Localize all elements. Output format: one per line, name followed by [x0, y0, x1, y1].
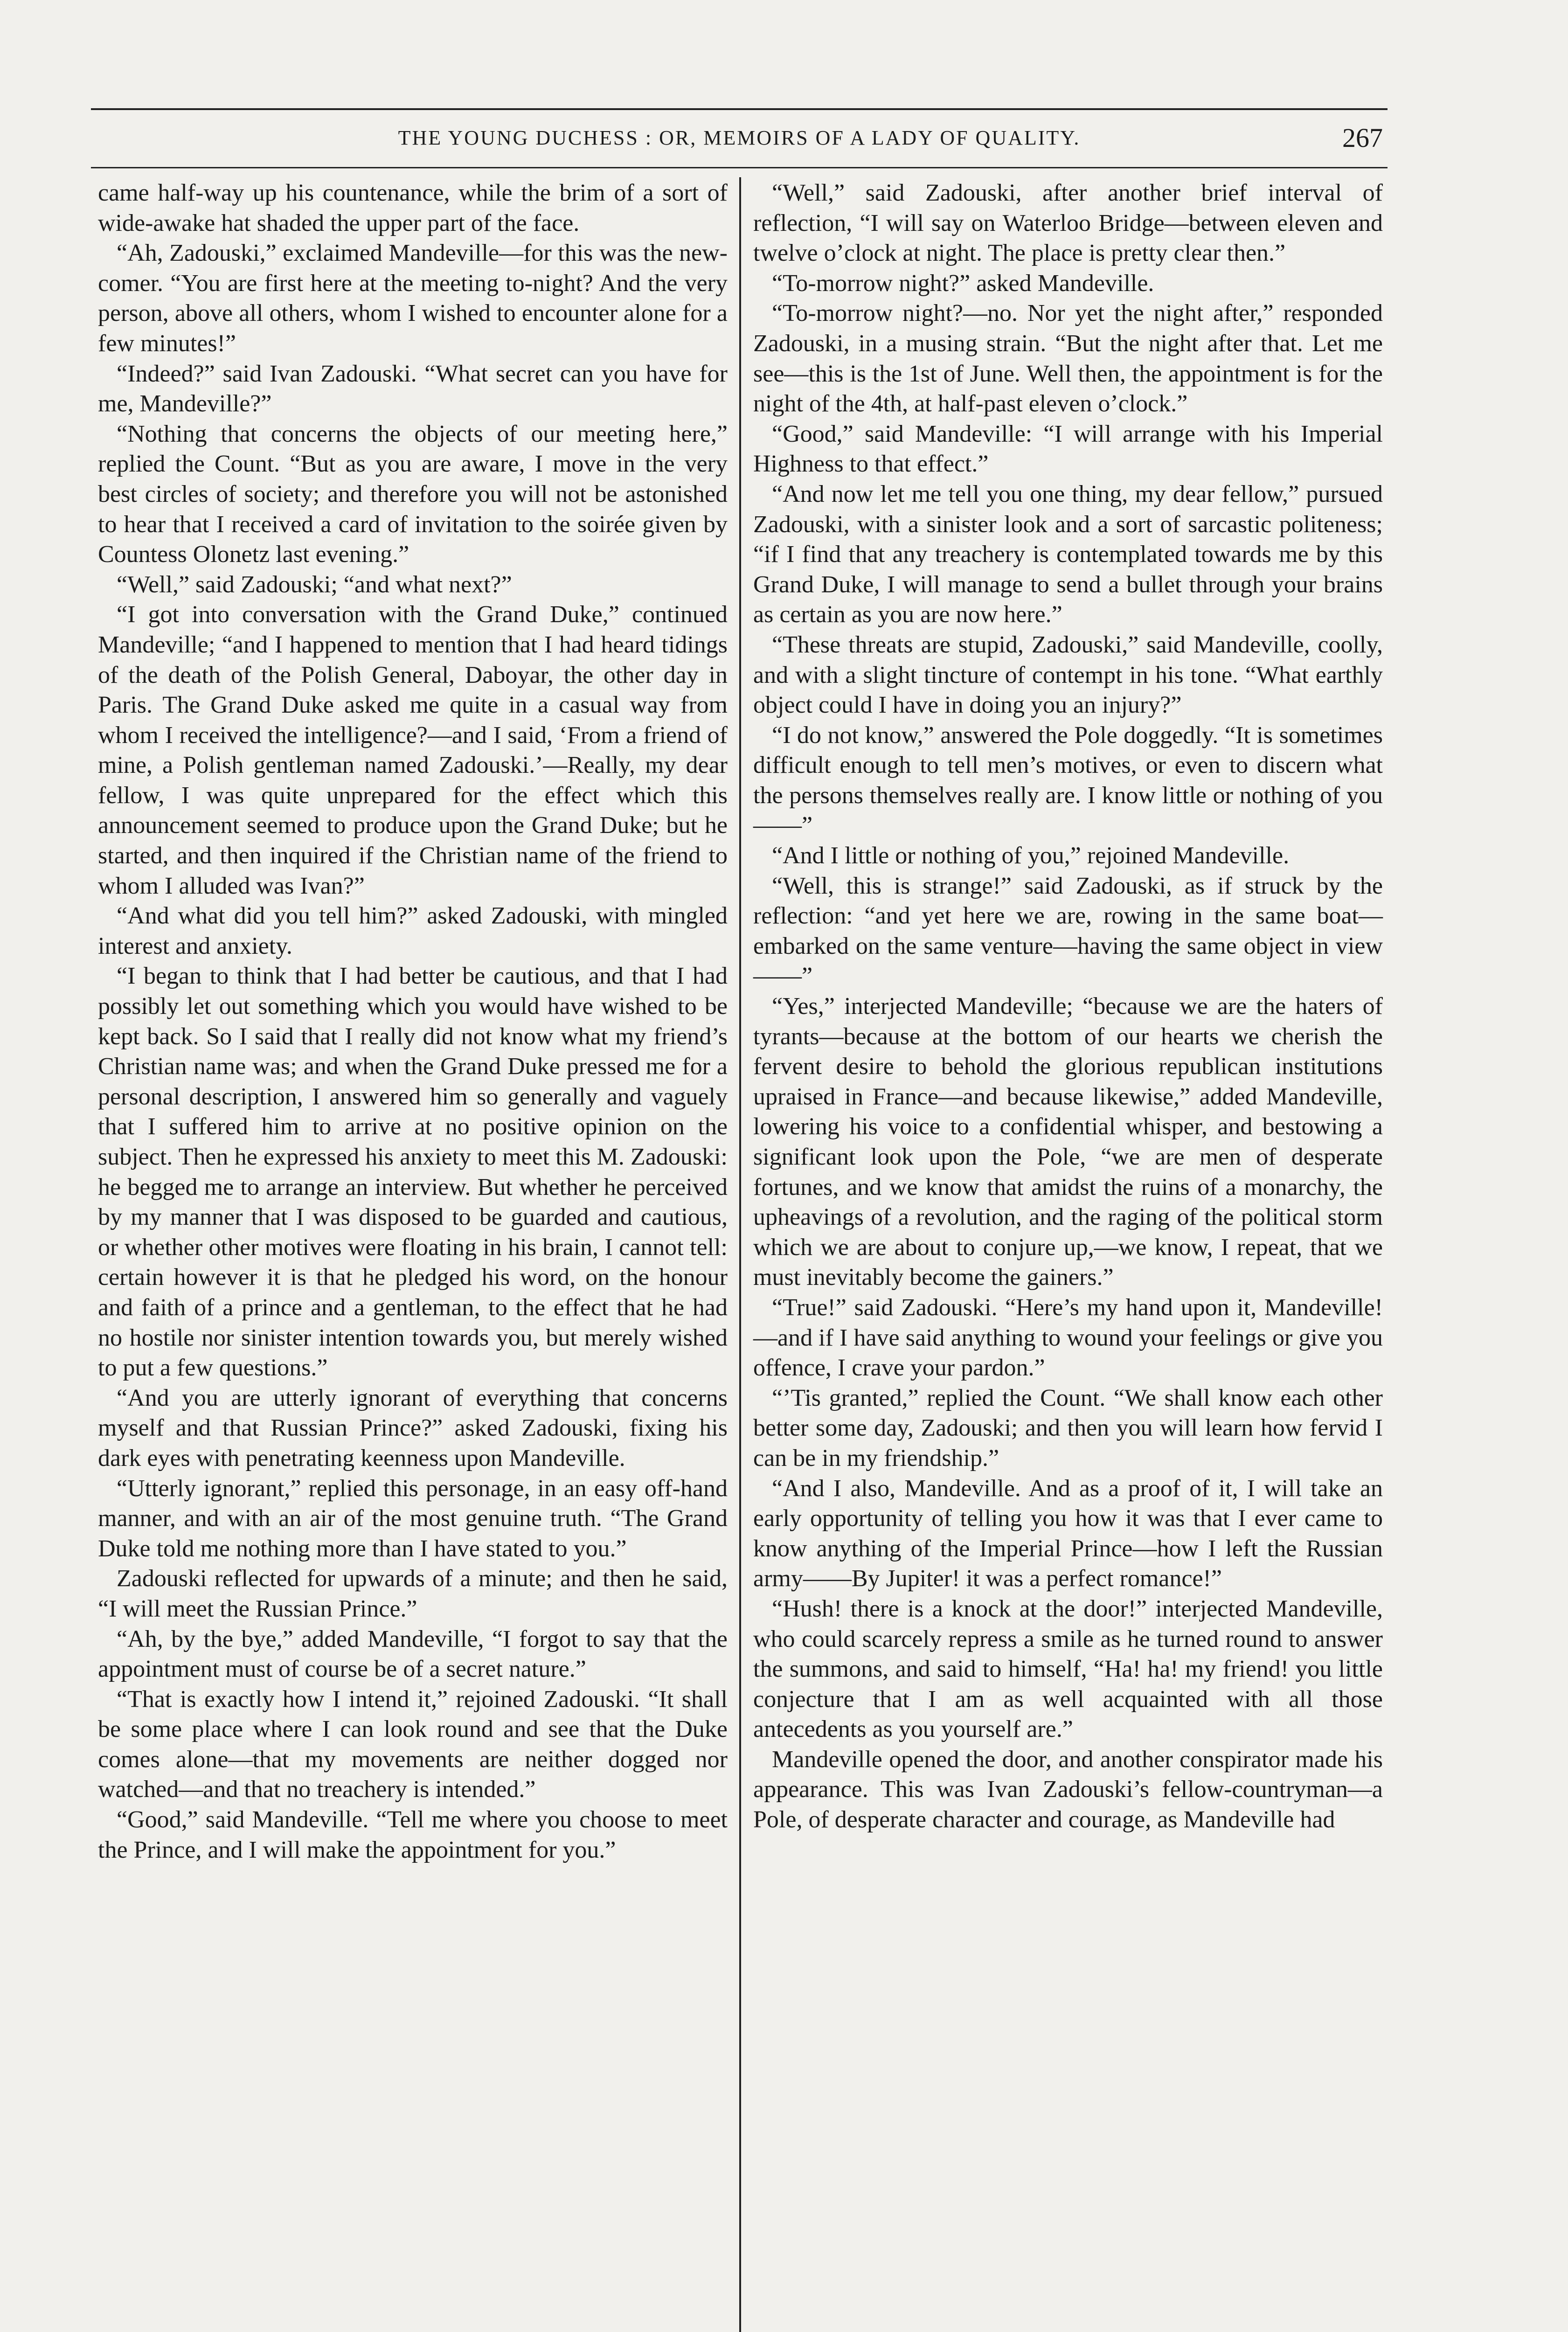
paragraph: “Ah, by the bye,” added Mandeville, “I forgot to say that the appointment must of course be of a secret nature.”: [98, 1625, 728, 1683]
page-number: 267: [1342, 123, 1383, 153]
paragraph: “That is exactly how I intend it,” rejoined Zadouski. “It shall be some place where I can look round and see that the Duke comes alone—that my movements are neither dogged nor watched—and that no treachery is intended.”: [98, 1686, 728, 1803]
paragraph: “I do not know,” answered the Pole doggedly. “It is sometimes difficult enough to tell men’s motives, or even to discern what the persons themselves really are. I know little or nothing of you——”: [753, 722, 1383, 839]
paragraph: “And I little or nothing of you,” rejoined Mandeville.: [772, 842, 1290, 869]
paragraph: “Well,” said Zadouski; “and what next?”: [117, 571, 512, 598]
header-rule: [91, 167, 1388, 168]
paragraph: “Hush! there is a knock at the door!” interjected Mandeville, who could scarcely repress a smile as he turned round to answer the summons, and said to himself, “Ha! ha! my friend! you little conjecture that I am as well acquainted with all those antecedents as you yourself are.”: [753, 1595, 1383, 1743]
paragraph: “I got into conversation with the Grand Duke,” continued Mandeville; “and I happened to mention that I had heard tidings of the death of the Polish General, Daboyar, the other day in Paris. The Grand Duke asked me quite in a casual way from whom I received the intelligence?—and I said, ‘From a friend of mine, a Polish gentleman named Zadouski.’—Really, my dear fellow, I was quite unprepared for the effect which this announcement seemed to produce upon the Grand Duke; but he started, and then inquired if the Christian name of the friend to whom I alluded was Ivan?”: [98, 601, 728, 899]
paragraph: “And what did you tell him?” asked Zadouski, with mingled interest and anxiety.: [98, 902, 728, 959]
top-rule: [91, 108, 1388, 110]
paragraph: “I began to think that I had better be cautious, and that I had possibly let out something which you would have wished to be kept back. So I said that I really did not know what my friend’s Christian name was; and when the Grand Duke pressed me for a personal description, I answered him so generally and vaguely that I suffered him to arrive at no positive opinion on the subject. Then he expressed his anxiety to meet this M. Zadouski: he begged me to arrange an interview. But whether he perceived by my manner that I was disposed to be guarded and cautious, or whether other motives were floating in his brain, I cannot tell: certain however it is that he pledged his word, on the honour and faith of a prince and a gentleman, to the effect that he had no hostile nor sinister intention towards you, but merely wished to put a few questions.”: [98, 963, 728, 1381]
paragraph: “These threats are stupid, Zadouski,” said Mandeville, coolly, and with a slight tincture of contempt in his tone. “What earthly object could I have in doing you an injury?”: [753, 631, 1383, 719]
left-column: [98, 178, 728, 1865]
paragraph: “To-morrow night?—no. Nor yet the night after,” responded Zadouski, in a musing strain. “But the night after that. Let me see—this is the 1st of June. Well then, the appointment is for the night of the 4th, at half-past eleven o’clock.”: [753, 300, 1383, 417]
paragraph: “True!” said Zadouski. “Here’s my hand upon it, Mandeville!—and if I have said anything to wound your feelings or give you offence, I crave your pardon.”: [753, 1294, 1383, 1381]
paragraph: “Well,” said Zadouski, after another brief interval of reflection, “I will say on Waterloo Bridge—between eleven and twelve o’clock at night. The place is pretty clear then.”: [753, 180, 1383, 267]
running-header: [96, 122, 1383, 164]
paragraph: “Good,” said Mandeville. “Tell me where you choose to meet the Prince, and I will make the appointment for you.”: [98, 1806, 728, 1863]
running-title: THE YOUNG DUCHESS : OR, MEMOIRS OF A LADY OF QUALITY.: [398, 126, 1081, 149]
paragraph: “’Tis granted,” replied the Count. “We shall know each other better some day, Zadouski; and then you will learn how fervid I can be in my friendship.”: [753, 1384, 1383, 1471]
paragraph: “To-morrow night?” asked Mandeville.: [772, 270, 1154, 297]
paragraph: “And you are utterly ignorant of everything that concerns myself and that Russian Prince?” asked Zadouski, fixing his dark eyes with penetrating keenness upon Mandeville.: [98, 1384, 728, 1471]
paragraph: “Yes,” interjected Mandeville; “because we are the haters of tyrants—because at the bottom of our hearts we cherish the fervent desire to behold the glorious republican institutions upraised in France—and because likewise,” added Mandeville, lowering his voice to a confidential whisper, and bestowing a significant look upon the Pole, “we are men of desperate fortunes, and we know that amidst the ruins of a monarchy, the upheavings of a revolution, and the raging of the political storm which we are about to conjure up,—we know, I repeat, that we must inevitably become the gainers.”: [753, 993, 1383, 1291]
column-divider: [739, 177, 741, 2332]
paragraph: “Ah, Zadouski,” exclaimed Mandeville—for this was the new-comer. “You are first here at the meeting to-night? And the very person, above all others, whom I wished to encounter alone for a few minutes!”: [98, 240, 728, 357]
paragraph: Zadouski reflected for upwards of a minute; and then he said, “I will meet the Russian Prince.”: [98, 1565, 728, 1622]
paragraph: “Indeed?” said Ivan Zadouski. “What secret can you have for me, Mandeville?”: [98, 360, 728, 417]
paragraph: “And I also, Mandeville. And as a proof of it, I will take an early opportunity of telling you how it was that I ever came to know anything of the Imperial Prince—how I left the Russian army——By Jupiter! it was a perfect romance!”: [753, 1475, 1383, 1592]
paragraph: “Well, this is strange!” said Zadouski, as if struck by the reflection: “and yet here we are, rowing in the same boat—embarked on the same venture—having the same object in view——”: [753, 872, 1383, 990]
paragraph: “Good,” said Mandeville: “I will arrange with his Imperial Highness to that effect.”: [753, 420, 1383, 478]
paragraph: “And now let me tell you one thing, my dear fellow,” pursued Zadouski, with a sinister look and a sort of sarcastic politeness; “if I find that any treachery is contemplated towards me by this Grand Duke, I will manage to send a bullet through your brains as certain as you are now here.”: [753, 480, 1383, 628]
right-column: [753, 178, 1383, 1835]
paragraph: “Utterly ignorant,” replied this personage, in an easy off-hand manner, and with an air of the most genuine truth. “The Grand Duke told me nothing more than I have stated to you.”: [98, 1475, 728, 1562]
paragraph: came half-way up his countenance, while the brim of a sort of wide-awake hat shaded the upper part of the face.: [98, 180, 728, 236]
paragraph: Mandeville opened the door, and another conspirator made his appearance. This was Ivan Zadouski’s fellow-countryman—a Pole, of desperate character and courage, as Mandeville had: [753, 1746, 1383, 1833]
paragraph: “Nothing that concerns the objects of our meeting here,” replied the Count. “But as you are aware, I move in the very best circles of society; and therefore you will not be astonished to hear that I received a card of invitation to the soirée given by Countess Olonetz last evening.”: [98, 420, 728, 568]
